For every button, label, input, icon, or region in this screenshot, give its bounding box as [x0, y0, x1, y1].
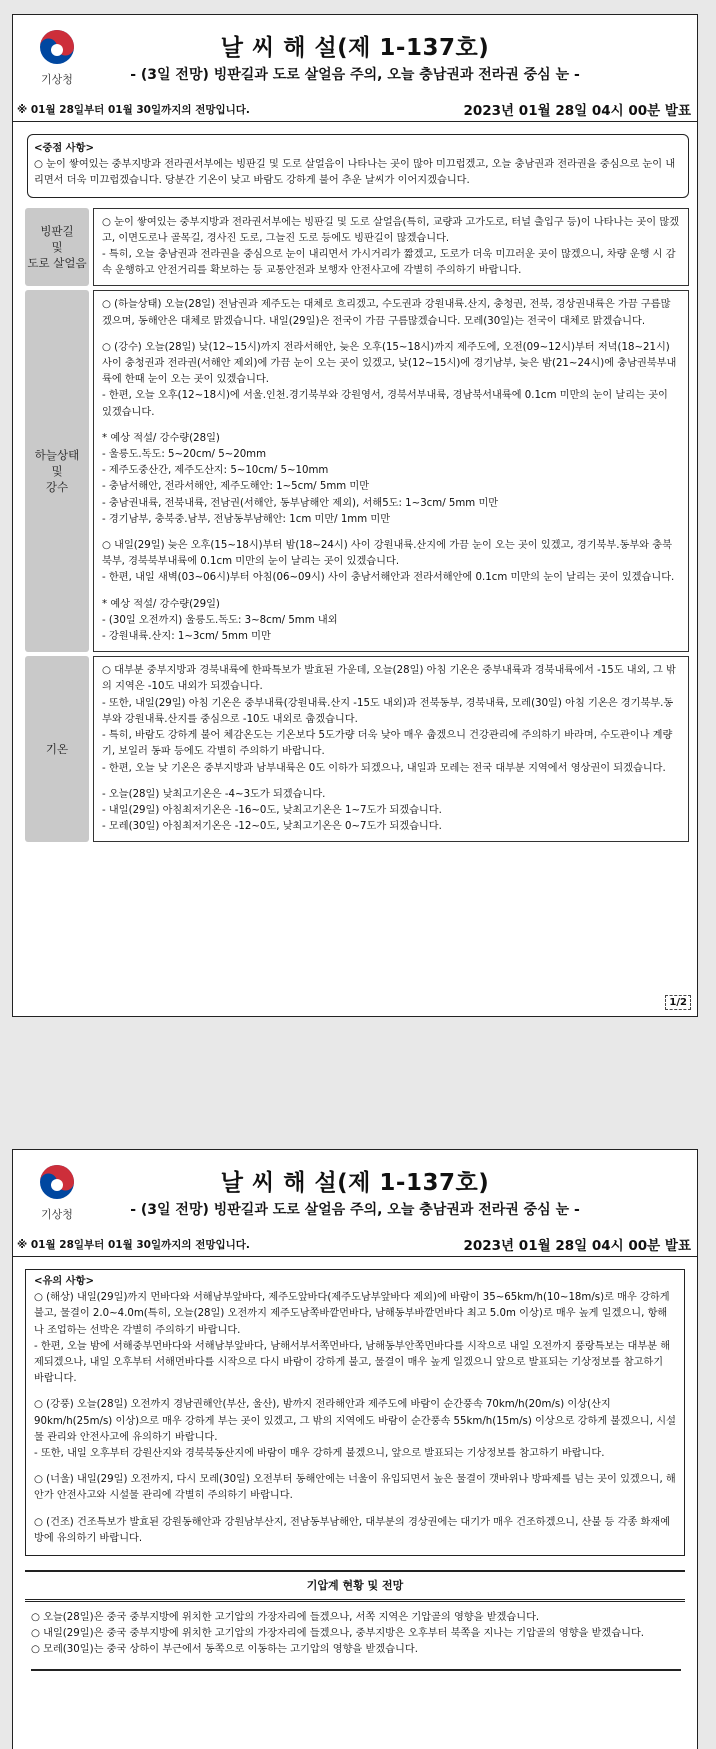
paragraph: - 또한, 내일(29일) 아침 기온은 중부내륙(강원내륙.산지 -15도 내외)과 전북동부, 경북내륙, 모레(30일) 아침 기온은 경기북부.동부와 강원내륙.산지를 중심으로 -10도 내외로 춥겠습니다. — [102, 697, 674, 725]
paragraph: * 예상 적설/ 강수량(29일) — [102, 598, 220, 610]
key-points-text: ○ 눈이 쌓여있는 중부지방과 전라권서부에는 빙판길 및 도로 살얼음이 나타나는 곳이 많아 미끄럽겠고, 오늘 충남권과 전라권을 중심으로 눈이 내리면서 더욱 미끄럽겠습니다. 당분간 기온이 낮고 바람도 강하게 불어 추운 날씨가 이어지겠습니다. — [34, 159, 676, 187]
paragraph: - 특히, 오늘 충남권과 전라권을 중심으로 눈이 내리면서 가시거리가 짧겠고, 도로가 더욱 미끄러운 곳이 많겠으니, 차량 운행 시 감속 운행하고 안전거리를 확보하는 등 교통안전과 보행자 안전사고에 각별히 주의하기 바랍니다. — [102, 249, 676, 277]
label-line: 및 — [51, 240, 63, 255]
paragraph: ○ (너울) 내일(29일) 오전까지, 다시 모레(30일) 오전부터 동해안에는 너울이 유입되면서 높은 물결이 갯바위나 방파제를 넘는 곳이 있겠으니, 해안가 안전사고와 시설물 관리에 각별히 주의하기 바랍니다. — [34, 1474, 676, 1502]
paragraph: - (30일 오전까지) 울릉도.독도: 3~8cm/ 5mm 내외 — [102, 614, 338, 626]
issue-time: 2023년 01월 28일 04시 00분 발표 — [463, 103, 691, 119]
label-line: 및 — [51, 464, 63, 479]
paragraph: ○ (강풍) 오늘(28일) 오전까지 경남권해안(부산, 울산), 밤까지 전라해안과 제주도에 바람이 순간풍속 70km/h(20m/s) 이상(산지 90km/h(25m/s) 이상)으로 매우 강하게 부는 곳이 있겠고, 그 밖의 지역에도 바람이 순간풍속 55km/h(15m/s) 이상으로 강하게 불겠으니, 시설물 관리와 안전사고에 유의하기 바랍니다. — [34, 1399, 676, 1443]
paragraph: - 한편, 오늘 오후(12~18시)에 서울.인천.경기북부와 강원영서, 경북서부내륙, 경남북서내륙에 0.1cm 미만의 눈이 날리는 곳이 있겠습니다. — [102, 390, 668, 418]
section-sky — [25, 290, 689, 652]
paragraph: ○ 대부분 중부지방과 경북내륙에 한파특보가 발효된 가운데, 오늘(28일) 아침 기온은 중부내륙과 경북내륙에서 -15도 내외, 그 밖의 지역은 -10도 내외가 되겠습니다. — [102, 665, 676, 693]
paragraph: ○ 눈이 쌓여있는 중부지방과 전라권서부에는 빙판길 및 도로 살얼음(특히, 교량과 고가도로, 터널 출입구 등)이 나타나는 곳이 많겠고, 이면도로나 골목길, 경사진 도로, 그늘진 도로 등에도 빙판길이 많겠습니다. — [102, 216, 680, 244]
section-content-temp — [93, 656, 689, 842]
section-label-temp — [25, 656, 89, 842]
document-subtitle: - (3일 전망) 빙판길과 도로 살얼음 주의, 오늘 충남권과 전라권 중심 눈 - — [130, 67, 580, 83]
forecast-period: ※ 01월 28일부터 01월 30일까지의 전망입니다. — [17, 1239, 250, 1251]
paragraph: ○ (해상) 내일(29일)까지 먼바다와 서해남부앞바다, 제주도앞바다(제주도남부앞바다 제외)에 바람이 35~65km/h(10~18m/s)로 매우 강하게 불고, 물결이 2.0~4.0m(특히, 오늘(28일) 오전까지 제주도남쪽바깥먼바다, 남해동부바깥먼바다 최고 5.0m 이상)로 매우 높게 일겠으니, 항해나 조업하는 선박은 각별히 주의하기 바랍니다. — [34, 1292, 670, 1336]
period-row — [13, 1234, 697, 1257]
paragraph-gap — [102, 421, 680, 431]
paragraph-gap — [102, 528, 680, 538]
paragraph: ○ (강수) 오늘(28일) 낮(12~15시)까지 전라서해안, 늦은 오후(15~18시)까지 제주도에, 오전(09~12시)부터 저녁(18~21시) 사이 충청권과 전라권(서해안 제외)에 가끔 눈이 오는 곳이 있겠고, 낮(12~15시)에 경기남부, 늦은 밤(21~24시)에 충남권북부내륙에 한때 눈이 오는 곳이 있겠습니다. — [102, 341, 677, 386]
document-title: 날 씨 해 설(제 1-137호) — [220, 35, 490, 61]
paragraph-gap — [34, 1505, 676, 1515]
section-label-ice — [25, 208, 89, 287]
paragraph: - 또한, 내일 오후부터 강원산지와 경북북동산지에 바람이 매우 강하게 불겠으니, 앞으로 발표되는 기상정보를 참고하기 바랍니다. — [34, 1448, 605, 1460]
forecast-sections — [25, 208, 689, 843]
paragraph: * 예상 적설/ 강수량(28일) — [102, 432, 220, 444]
period-row — [13, 99, 697, 122]
document-page-1 — [12, 14, 698, 1017]
paragraph: ○ (하늘상태) 오늘(28일) 전남권과 제주도는 대체로 흐리겠고, 수도권과 강원내륙.산지, 충청권, 전북, 경상권내륙은 가끔 구름많겠으며, 동해안은 대체로 맑겠습니다. 내일(29일)은 전국이 가끔 구름많겠습니다. 모레(30일)는 전국이 대체로 맑겠습니다. — [102, 299, 671, 327]
document-page-2 — [12, 1149, 698, 1749]
paragraph: - 오늘(28일) 낮최고기온은 -4~3도가 되겠습니다. — [102, 788, 326, 800]
paragraph-gap — [34, 1462, 676, 1472]
label-line: 하늘상태 — [34, 448, 80, 463]
document-header — [13, 15, 697, 85]
paragraph: - 충남권내륙, 전북내륙, 전남권(서해안, 동부남해안 제외), 서해5도: 1~3cm/ 5mm 미만 — [102, 497, 499, 509]
paragraph-gap — [34, 1387, 676, 1397]
section-content-ice — [93, 208, 689, 287]
paragraph: - 한편, 내일 새벽(03~06시)부터 아침(06~09시) 사이 충남서해안과 전라서해안에 0.1cm 미만의 눈이 날리는 곳이 있겠습니다. — [102, 572, 675, 584]
key-points-box — [27, 134, 689, 198]
notices-box — [25, 1269, 685, 1556]
paragraph: - 울릉도.독도: 5~20cm/ 5~20mm — [102, 449, 267, 461]
paragraph-gap — [102, 777, 680, 787]
forecast-period: ※ 01월 28일부터 01월 30일까지의 전망입니다. — [17, 104, 250, 116]
paragraph: - 제주도중산간, 제주도산지: 5~10cm/ 5~10mm — [102, 465, 329, 477]
paragraph: - 경기남부, 충북중.남부, 전남동부남해안: 1cm 미만/ 1mm 미만 — [102, 513, 391, 525]
org-name: 기상청 — [41, 1208, 73, 1221]
paragraph-gap — [102, 587, 680, 597]
section-temp — [25, 656, 689, 842]
document-header — [13, 1150, 697, 1220]
label-line: 빙판길 — [40, 224, 74, 239]
section-ice — [25, 208, 689, 287]
paragraph: ○ 내일(29일) 늦은 오후(15~18시)부터 밤(18~24시) 사이 강원내륙.산지에 가끔 눈이 오는 곳이 있겠고, 경기북부.동부와 충북북부, 경북북부내륙에 0.1cm 미만의 눈이 날리는 곳이 있겠습니다. — [102, 540, 672, 568]
notices-content — [34, 1290, 676, 1547]
paragraph: ○ 모레(30일)는 중국 상하이 부근에서 동쪽으로 이동하는 고기압의 영향을 받겠습니다. — [31, 1644, 418, 1656]
paragraph: - 강원내륙.산지: 1~3cm/ 5mm 미만 — [102, 631, 271, 643]
pressure-section-title: 기압계 현황 및 전망 — [25, 1570, 685, 1602]
paragraph: - 모레(30일) 아침최저기온은 -12~0도, 낮최고기온은 0~7도가 되겠습니다. — [102, 821, 442, 833]
paragraph: - 충남서해안, 전라서해안, 제주도해안: 1~5cm/ 5mm 미만 — [102, 481, 370, 493]
pressure-content — [31, 1610, 681, 1671]
key-points-title: <중점 사항> — [34, 143, 94, 154]
section-label-sky — [25, 290, 89, 652]
document-subtitle: - (3일 전망) 빙판길과 도로 살얼음 주의, 오늘 충남권과 전라권 중심 눈 - — [130, 1202, 580, 1218]
org-name: 기상청 — [41, 73, 73, 86]
page-number: 1/2 — [665, 995, 691, 1010]
paragraph: - 특히, 바람도 강하게 불어 체감온도는 기온보다 5도가량 더욱 낮아 매우 춥겠으니 건강관리에 주의하기 바라며, 수도관이나 계량기, 보일러 동파 등에도 각별히 주의하기 바랍니다. — [102, 730, 673, 758]
document-title: 날 씨 해 설(제 1-137호) — [220, 1170, 490, 1196]
paragraph: - 한편, 오늘 낮 기온은 중부지방과 남부내륙은 0도 이하가 되겠으나, 내일과 모레는 전국 대부분 지역에서 영상권이 되겠습니다. — [102, 762, 666, 774]
notices-title: <유의 사항> — [34, 1276, 94, 1287]
paragraph: ○ 오늘(28일)은 중국 중부지방에 위치한 고기압의 가장자리에 들겠으나, 서쪽 지역은 기압골의 영향을 받겠습니다. — [31, 1612, 540, 1624]
paragraph: - 한편, 오늘 밤에 서해중부먼바다와 서해남부앞바다, 남해서부서쪽먼바다, 남해동부안쪽먼바다를 시작으로 내일 오전까지 풍랑특보는 대부분 해제되겠으나, 내일 오후부터 서해먼바다를 시작으로 다시 바람이 강하게 불고, 물결이 매우 높게 일겠으니 앞으로 발표되는 기상정보를 참고하기 바랍니다. — [34, 1340, 671, 1385]
paragraph-gap — [102, 330, 680, 340]
issue-time: 2023년 01월 28일 04시 00분 발표 — [463, 1238, 691, 1254]
section-content-sky — [93, 290, 689, 652]
paragraph: ○ (건조) 건조특보가 발효된 강원동해안과 강원남부산지, 전남동부남해안, 대부분의 경상권에는 대기가 매우 건조하겠으니, 산불 등 각종 화재예방에 유의하기 바랍니다. — [34, 1516, 671, 1544]
label-line: 기온 — [45, 742, 69, 757]
paragraph: ○ 내일(29일)은 중국 중부지방에 위치한 고기압의 가장자리에 들겠으나, 중부지방은 오후부터 북쪽을 지나는 기압골의 영향을 받겠습니다. — [31, 1628, 645, 1640]
paragraph: - 내일(29일) 아침최저기온은 -16~0도, 낮최고기온은 1~7도가 되겠습니다. — [102, 804, 442, 816]
label-line: 강수 — [45, 480, 69, 495]
label-line: 도로 살얼음 — [27, 256, 87, 271]
